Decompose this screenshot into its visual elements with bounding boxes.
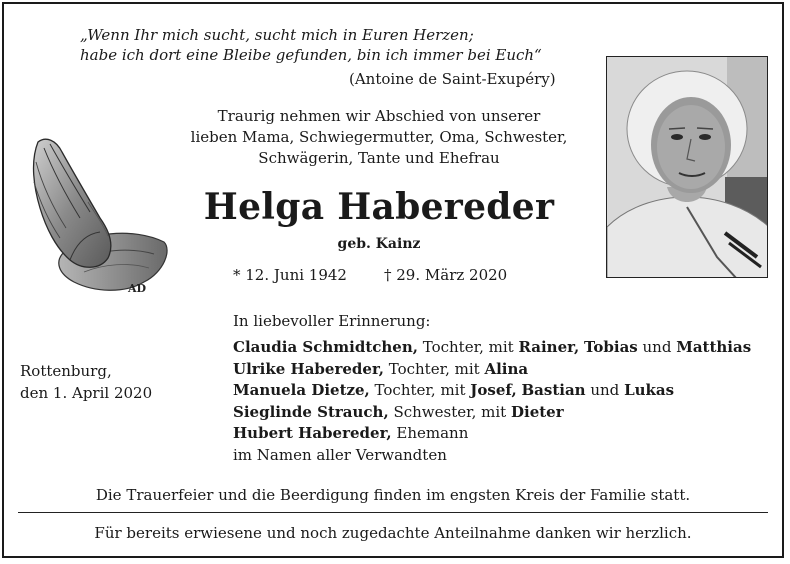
mourner-list [233, 337, 751, 466]
thanks-text: Für bereits erwiesene und noch zugedachte Anteilnahme danken wir herzlich. [94, 524, 692, 542]
intro-line-2: lieben Mama, Schwiegermutter, Oma, Schwester, [190, 128, 568, 146]
notice-date: den 1. April 2020 [20, 384, 153, 402]
monogram-text: AD [128, 282, 147, 295]
portrait-photo [606, 56, 768, 278]
mourner-row: Manuela Dietze, Tochter, mit Josef, Bastian und Lukas [233, 381, 675, 399]
quote-author: (Antoine de Saint-Exupéry) [349, 70, 556, 88]
deceased-name: Helga Habereder [203, 186, 555, 228]
memory-heading: In liebevoller Erinnerung: [233, 312, 431, 330]
mourner-row: Ulrike Habereder, Tochter, mit Alina [233, 359, 529, 378]
place-date [20, 360, 152, 404]
birth-date: * 12. Juni 1942 [233, 266, 347, 284]
quote-line-1: „Wenn Ihr mich sucht, sucht mich in Euren Herzen; [80, 26, 474, 44]
mourner-row: Sieglinde Strauch, Schwester, mit Dieter [233, 402, 564, 421]
obituary-notice [2, 2, 784, 558]
quote-line-2: habe ich dort eine Bleibe gefunden, bin ich immer bei Euch“ [80, 46, 542, 64]
intro-text [154, 106, 604, 169]
funeral-info: Die Trauerfeier und die Beerdigung finden im engsten Kreis der Familie statt. [95, 486, 691, 504]
divider [18, 512, 768, 513]
intro-line-3: Schwägerin, Tante und Ehefrau [258, 149, 500, 167]
maiden-name: geb. Kainz [337, 236, 421, 252]
intro-line-1: Traurig nehmen wir Abschied von unserer [217, 107, 541, 125]
portrait-image [607, 57, 768, 278]
mourner-row: Claudia Schmidtchen, Tochter, mit Rainer, Tobias und Matthias [233, 338, 752, 356]
death-date: † 29. März 2020 [384, 266, 508, 284]
relatives-line: im Namen aller Verwandten [233, 445, 447, 464]
place: Rottenburg, [20, 362, 112, 380]
mourner-row: Hubert Habereder, Ehemann [233, 424, 469, 442]
praying-hands-icon [24, 132, 174, 312]
